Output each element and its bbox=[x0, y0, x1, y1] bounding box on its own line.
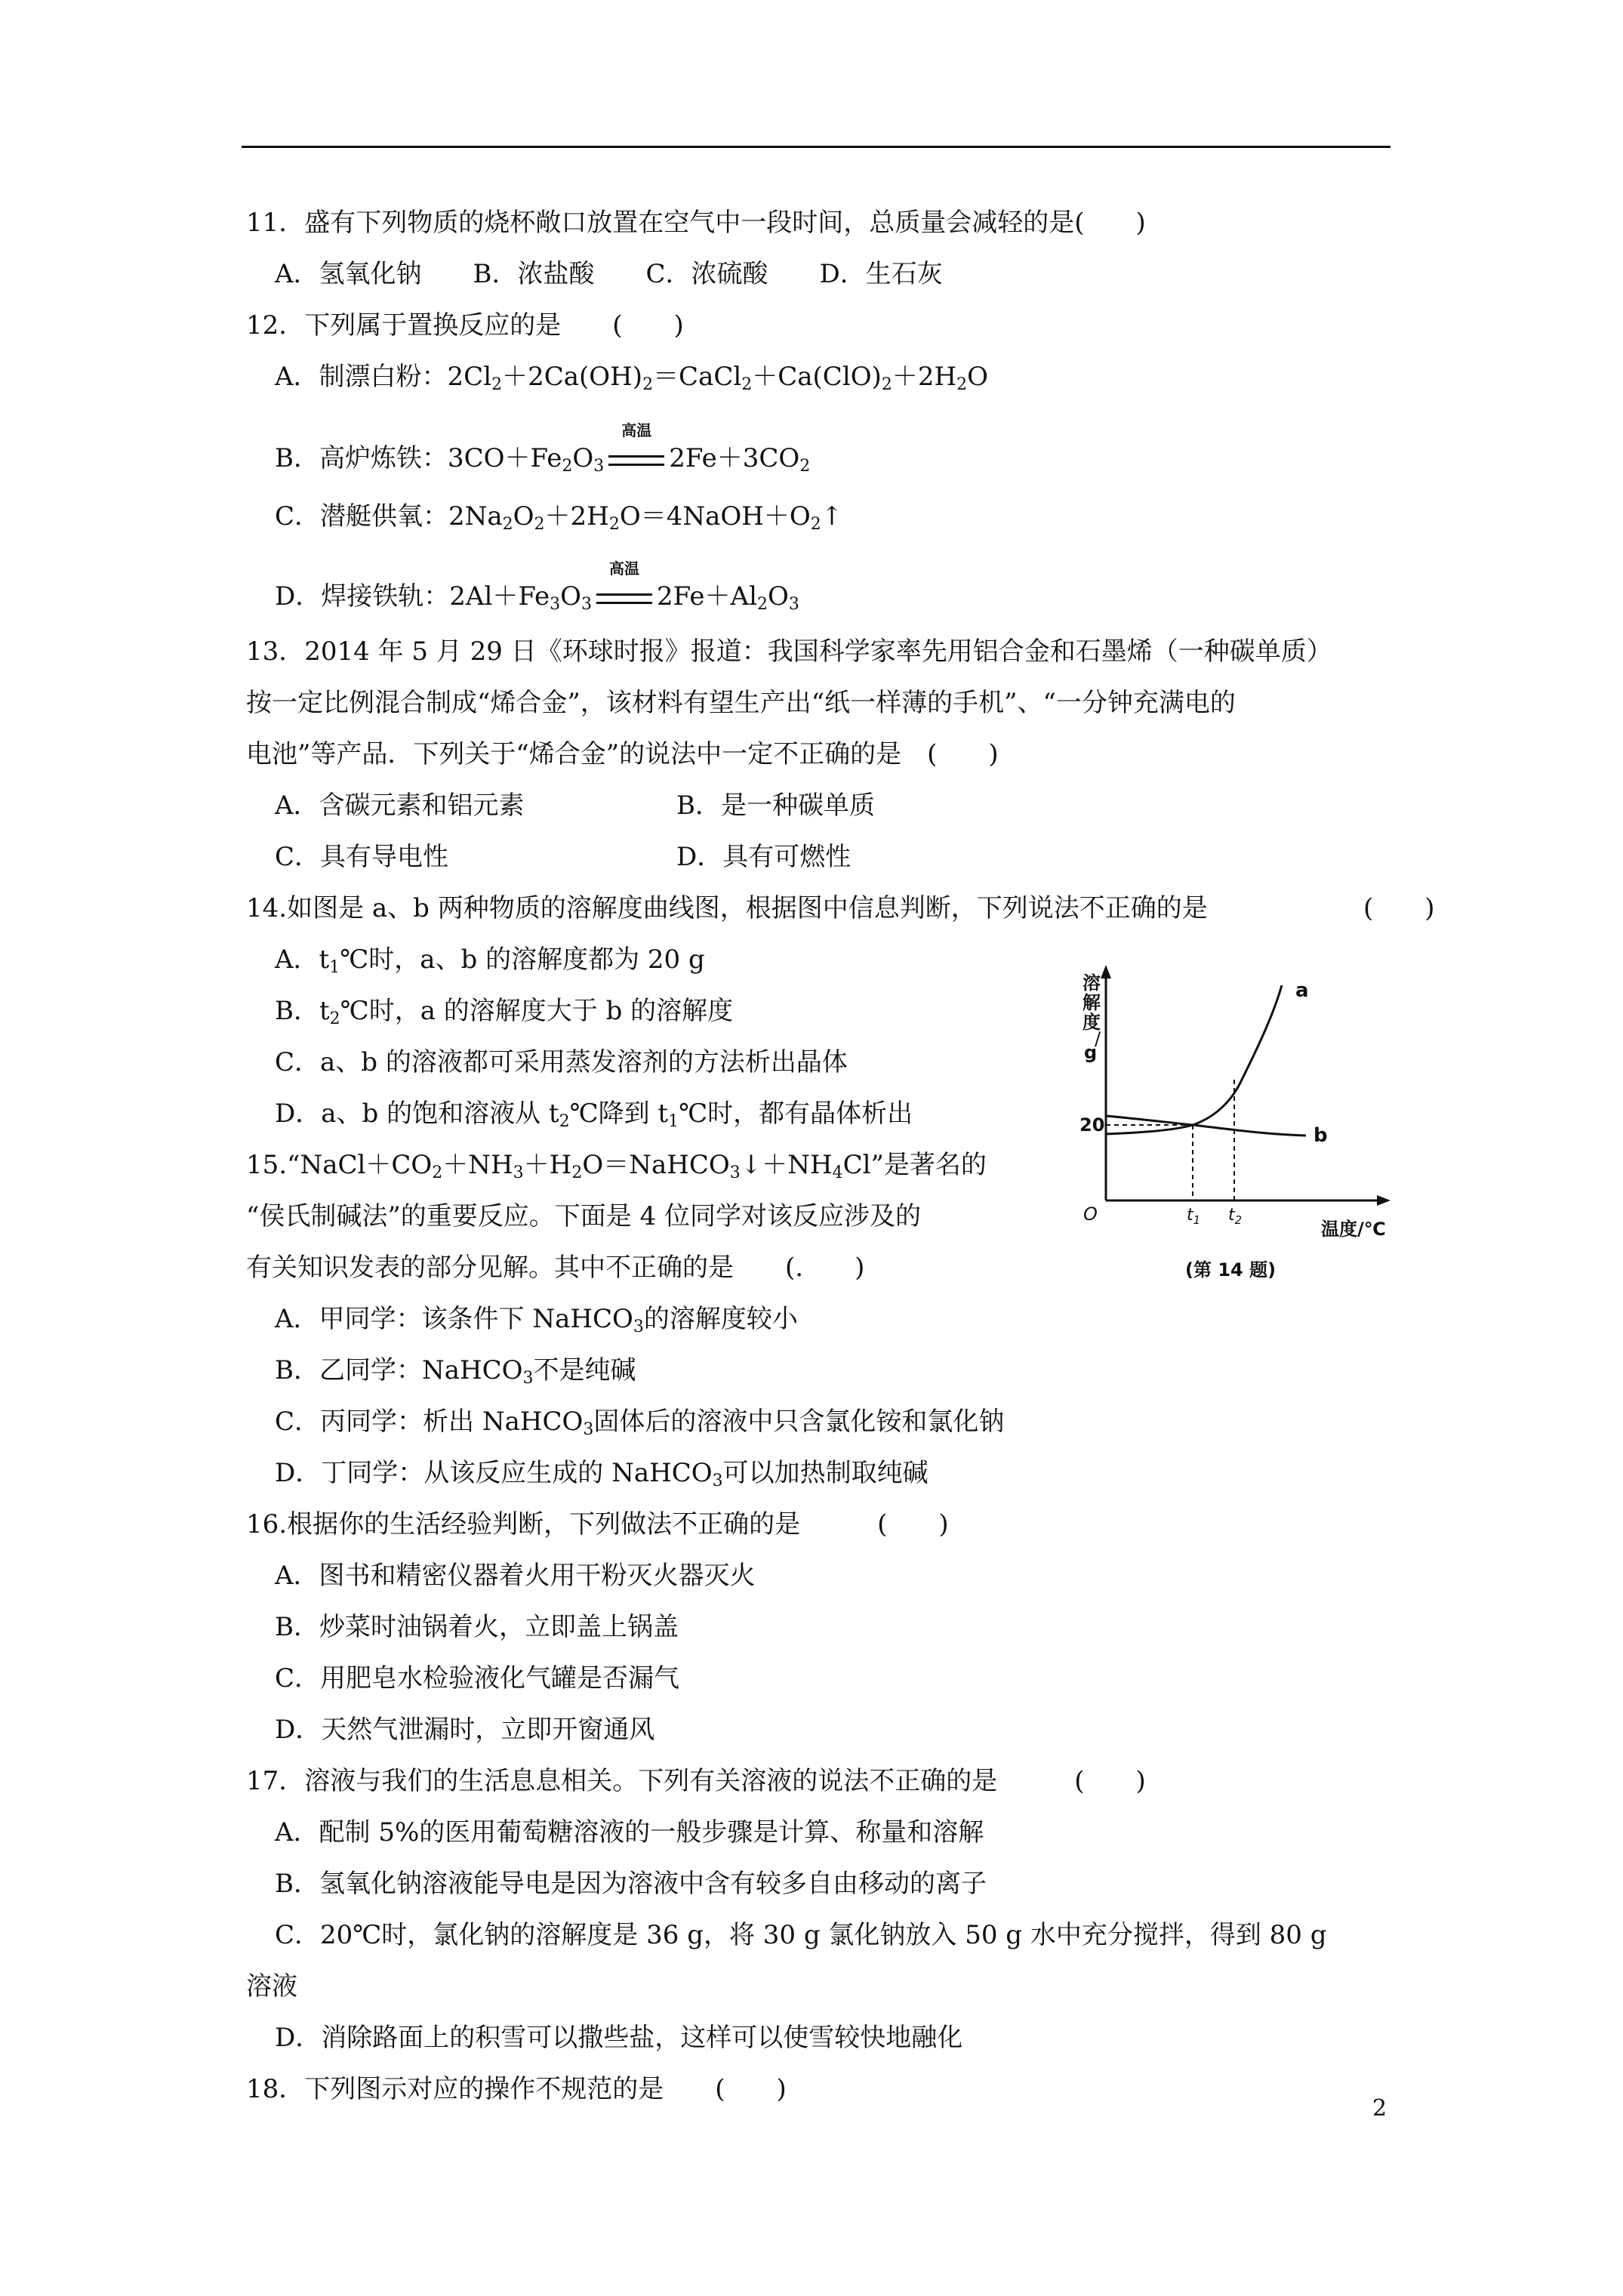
q16-stem: 16.根据你的生活经验判断，下列做法不正确的是 ( ) bbox=[246, 1509, 949, 1539]
q17-option-c-line1: C．20℃时，氯化钠的溶解度是 36 g，将 30 g 氯化钠放入 50 g 水中充分搅拌，得到 80 g bbox=[275, 1920, 1327, 1950]
q13-option-d: D．具有可燃性 bbox=[676, 842, 852, 872]
solubility-chart-svg bbox=[1079, 959, 1412, 1291]
q17-option-b: B．氢氧化钠溶液能导电是因为溶液中含有较多自由移动的离子 bbox=[275, 1869, 987, 1899]
origin-label: O bbox=[1083, 1203, 1098, 1225]
curve-b-label: b bbox=[1313, 1124, 1328, 1147]
y-axis-label-char: 解 bbox=[1083, 992, 1101, 1013]
q14-option-c: C．a、b 的溶液都可采用蒸发溶剂的方法析出晶体 bbox=[275, 1047, 848, 1077]
q16-option-d: D．天然气泄漏时，立即开窗通风 bbox=[275, 1715, 655, 1745]
q12-option-d: D．焊接铁轨：$2Al+Fe_3O_3$ 高温 $2Fe+Al_2O_3$ bbox=[275, 559, 799, 614]
q12-option-b: B．高炉炼铁：$3CO+Fe_2O_3$ 高温 $2Fe+3CO_2$ bbox=[275, 421, 811, 476]
q17-stem: 17．溶液与我们的生活息息相关。下列有关溶液的说法不正确的是 ( ) bbox=[246, 1766, 1146, 1796]
t2-label: $t_2$ bbox=[1228, 1206, 1243, 1227]
q18-stem: 18．下列图示对应的操作不规范的是 ( ) bbox=[246, 2074, 787, 2104]
y-axis-arrow bbox=[1101, 965, 1111, 978]
q16-option-a: A．图书和精密仪器着火用干粉灭火器灭火 bbox=[275, 1561, 756, 1591]
header-rule bbox=[242, 146, 1390, 148]
q15-line2: “侯氏制碱法”的重要反应。下面是 4 位同学对该反应涉及的 bbox=[246, 1201, 922, 1231]
page-number: 2 bbox=[1372, 2095, 1387, 2122]
y-tick-20: 20 bbox=[1079, 1114, 1105, 1136]
q15-line1: $15.“NaCl+CO_2+NH_3+H_2O=NaHCO_3↓+NH_4Cl$”是著名的 bbox=[246, 1150, 987, 1182]
q15-option-a: A．甲同学：该条件下 NaHCO$_3$的溶解度较小 bbox=[275, 1304, 798, 1336]
q15-option-d: D．丁同学：从该反应生成的 NaHCO$_3$可以加热制取纯碱 bbox=[275, 1458, 929, 1490]
t1-label: $t_1$ bbox=[1187, 1206, 1201, 1227]
figure-caption: (第 14 题) bbox=[1185, 1259, 1277, 1281]
high-temp-condition: 高温 bbox=[595, 581, 654, 612]
q16-option-c: C．用肥皂水检验液化气罐是否漏气 bbox=[275, 1663, 680, 1693]
q13-option-a: A．含碳元素和铝元素 bbox=[275, 791, 525, 821]
y-axis-label-char: g bbox=[1084, 1042, 1098, 1063]
q13-line2: 按一定比例混合制成“烯合金”，该材料有望生产出“纸一样薄的手机”、“一分钟充满电的 bbox=[246, 688, 1236, 718]
q15-option-b: B．乙同学：NaHCO$_3$不是纯碱 bbox=[275, 1355, 636, 1388]
q17-option-a: A．配制 5%的医用葡萄糖溶液的一般步骤是计算、称量和溶解 bbox=[275, 1817, 984, 1848]
q17-option-c-line2: 溶液 bbox=[246, 1971, 297, 2002]
q14-option-a: A．$t_1℃$时，a、b 的溶解度都为 20 g bbox=[275, 945, 705, 977]
q17-option-d: D．消除路面上的积雪可以撒些盐，这样可以使雪较快地融化 bbox=[275, 2023, 963, 2053]
q11-options: A．氢氧化钠 B．浓盐酸 C．浓硫酸 D．生石灰 bbox=[275, 259, 943, 289]
y-axis-label-char: 度 bbox=[1083, 1012, 1101, 1033]
q12-stem: 12．下列属于置换反应的是 ( ) bbox=[246, 310, 684, 341]
curve-a bbox=[1106, 985, 1282, 1134]
q14-answer-paren: ( ) bbox=[1363, 893, 1435, 923]
y-axis-label-char: 溶 bbox=[1083, 972, 1101, 994]
q14-stem: 14.如图是 a、b 两种物质的溶解度曲线图，根据图中信息判断，下列说法不正确的是 bbox=[246, 893, 1208, 923]
q14-option-b: B．$t_2℃$时，a 的溶解度大于 b 的溶解度 bbox=[275, 996, 734, 1028]
q13-option-b: B．是一种碳单质 bbox=[676, 791, 875, 821]
x-axis-arrow bbox=[1377, 1195, 1390, 1206]
q12-option-c: C．潜艇供氧：$2Na_2O_2+2H_2O=4NaOH+O_2↑$ bbox=[275, 501, 843, 534]
q15-option-c: C．丙同学：析出 NaHCO$_3$固体后的溶液中只含氯化铵和氯化钠 bbox=[275, 1407, 1005, 1439]
q15-line3: 有关知识发表的部分见解。其中不正确的是 (. ) bbox=[246, 1253, 865, 1283]
x-axis-label: 温度/℃ bbox=[1321, 1219, 1386, 1240]
q16-option-b: B．炒菜时油锅着火，立即盖上锅盖 bbox=[275, 1612, 679, 1642]
q11-stem: 11．盛有下列物质的烧杯敞口放置在空气中一段时间，总质量会减轻的是( ) bbox=[246, 208, 1146, 238]
curve-a-label: a bbox=[1295, 979, 1309, 1002]
q12-option-a: A．制漂白粉：$2Cl_2+2Ca(OH)_2=CaCl_2+Ca(ClO)_2+2H_2O$ bbox=[275, 362, 988, 394]
q13-line3: 电池”等产品．下列关于“烯合金”的说法中一定不正确的是 ( ) bbox=[246, 739, 999, 769]
y-axis-label-char: / bbox=[1095, 1028, 1101, 1049]
solubility-chart bbox=[1079, 959, 1412, 1291]
q14-option-d: D．a、b 的饱和溶液从 $t_2℃$降到 $t_1℃$时，都有晶体析出 bbox=[275, 1099, 913, 1131]
q13-option-c: C．具有导电性 bbox=[275, 842, 449, 872]
q13-line1: 13．2014 年 5 月 29 日《环球时报》报道：我国科学家率先用铝合金和石墨烯（一种碳单质） bbox=[246, 636, 1332, 667]
high-temp-condition: 高温 bbox=[607, 443, 666, 473]
